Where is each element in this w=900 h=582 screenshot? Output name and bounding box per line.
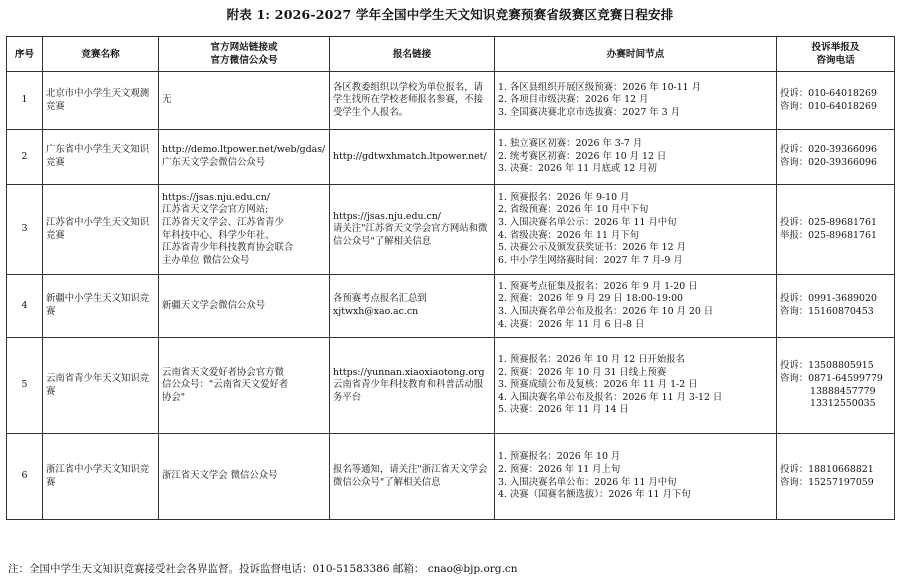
table-row: [7, 185, 895, 275]
contact-line: 咨询：15257197059: [780, 476, 874, 488]
table-header-row: [7, 37, 895, 72]
schedule-line: 4. 入围决赛名单公布及报名：2026 年 11 月 3-12 日: [498, 391, 723, 403]
contact-phones: [777, 185, 895, 275]
contact-line: 投诉：020-39366096: [780, 144, 877, 156]
site-line: 广东天文学会微信公众号: [162, 157, 266, 168]
contact-phones: [777, 130, 895, 185]
header-signup: 报名链接: [330, 37, 495, 72]
schedule-line: 4. 省级决赛：2026 年 11 月下旬: [498, 229, 640, 241]
schedule-line: 1. 预赛报名：2026 年 9-10 月: [498, 191, 630, 203]
schedule-line: 3. 预赛成绩公布及复核：2026 年 11 月 1-2 日: [498, 379, 698, 391]
row-num: 5: [7, 338, 43, 434]
schedule-line: 4. 决赛（国赛名额选拔）：2026 年 11 月下旬: [498, 489, 691, 501]
signup-link: 各区教委组织以学校为单位报名，请学生找所在学校老师报名参赛，不接受学生个人报名。: [330, 72, 495, 130]
contact-line: 咨询：010-64018269: [780, 100, 877, 112]
official-site: [159, 338, 330, 434]
row-num: 2: [7, 130, 43, 185]
header-contact-line: 咨询电话: [816, 55, 855, 66]
site-line: 新疆天文学会微信公众号: [162, 299, 266, 311]
contact-line: 投诉：18810668821: [780, 463, 874, 475]
header-contact-line: 投诉举报及: [811, 42, 860, 53]
contact-line: 13312550035: [810, 398, 876, 410]
signup-link: http://gdtwxhmatch.ltpower.net/: [330, 130, 495, 185]
header-site: [159, 37, 330, 72]
schedule-line: 1. 预赛报名：2026 年 10 月 12 日开始报名: [498, 354, 686, 366]
schedule-line: 1. 独立赛区初赛：2026 年 3-7 月: [498, 138, 643, 150]
official-site: [159, 275, 330, 338]
contact-line: 咨询：15160870453: [780, 306, 874, 317]
contact-line: 投诉：025-89681761: [780, 216, 877, 228]
site-line: 云南省天文爱好者协会官方微: [162, 366, 284, 378]
schedule-line: 1. 各区县组织开展区级预赛：2026 年 10-11 月: [498, 81, 702, 93]
site-line: 年科技中心、科学少年社、: [162, 229, 275, 241]
competition-name: 浙江省中小学天文知识竞赛: [43, 434, 159, 520]
header-num: 序号: [7, 37, 43, 72]
signup-link: 各预赛考点报名汇总到 xjtwxh@xao.ac.cn: [330, 275, 495, 338]
competition-name: 江苏省中小学生天文知识竞赛: [43, 185, 159, 275]
schedule-line: 3. 全国赛决赛北京市选拔赛：2027 年 3 月: [498, 106, 680, 118]
schedule-line: 1. 预赛考点征集及报名：2026 年 9 月 1-20 日: [498, 280, 698, 292]
header-site-line: 官方微信公众号: [210, 55, 278, 66]
schedule-line: 3. 入围决赛名单公布：2026 年 11 月中旬: [498, 476, 677, 488]
schedule-line: 5. 决赛：2026 年 11 月 14 日: [498, 404, 629, 416]
contact-phones: [777, 275, 895, 338]
page-title: 附表 1: 2026-2027 学年全国中学生天文知识竞赛预赛省级赛区竞赛日程安排: [226, 7, 674, 22]
row-num: 3: [7, 185, 43, 275]
contact-line: 投诉：0991-3689020: [780, 293, 877, 305]
table-row: [7, 338, 895, 434]
site-line: http://demo.ltpower.net/web/gdas/: [162, 144, 326, 156]
schedule-line: 3. 决赛：2026 年 11 月底或 12 月初: [498, 163, 657, 175]
header-site-line: 官方网站链接或: [210, 42, 278, 53]
schedule-nodes: [495, 72, 777, 130]
schedule-nodes: [495, 185, 777, 275]
schedule-line: 4. 决赛：2026 年 11 月 6 日-8 日: [498, 318, 645, 330]
contact-line: 投诉：13508805915: [780, 360, 874, 372]
footer-note: 注：全国中学生天文知识竞赛接受社会各界监督。投诉监督电话：010-51583386 邮箱： cnao@bjp.org.cn: [8, 563, 518, 575]
site-line: 江苏省天文学会、江苏省青少: [162, 216, 284, 228]
official-site: [159, 72, 330, 130]
contact-line: 咨询：0871-64599779: [780, 372, 883, 384]
schedule-nodes: [495, 434, 777, 520]
contact-phones: [777, 338, 895, 434]
contact-line: 投诉：010-64018269: [780, 87, 877, 99]
official-site: [159, 130, 330, 185]
schedule-line: 5. 决赛公示及颁发获奖证书：2026 年 12 月: [498, 242, 686, 254]
schedule-line: 2. 各项目市级决赛：2026 年 12 月: [498, 94, 649, 106]
schedule-nodes: [495, 130, 777, 185]
schedule-line: 2. 预赛：2026 年 11 月上旬: [498, 463, 621, 475]
site-line: 江苏省青少年科技教育协会联合: [162, 242, 294, 254]
signup-link: https://yunnan.xiaoxiaotong.org 云南省青少年科技教育和科普活动服务平台: [330, 338, 495, 434]
contact-line: 举报：025-89681761: [780, 229, 877, 241]
official-site: [159, 434, 330, 520]
header-name: 竞赛名称: [43, 37, 159, 72]
table-row: [7, 130, 895, 185]
schedule-line: 6. 中小学生网络赛时间：2027 年 7 月-9 月: [498, 254, 683, 266]
signup-link: https://jsas.nju.edu.cn/ 请关注"江苏省天文学会官方网站和微信公众号"了解相关信息: [330, 185, 495, 275]
contact-phones: [777, 72, 895, 130]
header-contact: [777, 37, 895, 72]
schedule-table: [6, 36, 895, 520]
site-line: https://jsas.nju.edu.cn/: [162, 191, 270, 203]
site-line: 信公众号："云南省天文爱好者: [162, 379, 289, 391]
site-line: 浙江省天文学会 微信公众号: [162, 470, 278, 482]
schedule-line: 2. 预赛：2026 年 9 月 29 日 18:00-19:00: [498, 293, 684, 305]
header-schedule: 办赛时间节点: [495, 37, 777, 72]
schedule-line: 2. 统考赛区初赛：2026 年 10 月 12 日: [498, 150, 667, 162]
site-line: 主办单位 微信公众号: [162, 254, 250, 266]
contact-phones: [777, 434, 895, 520]
contact-line: 咨询：020-39366096: [780, 157, 877, 168]
competition-name: 新疆中小学生天文知识竞赛: [43, 275, 159, 338]
table-row: [7, 72, 895, 130]
table-row: [7, 275, 895, 338]
schedule-line: 2. 预赛：2026 年 10 月 31 日线上预赛: [498, 366, 667, 378]
competition-name: 广东省中小学生天文知识竞赛: [43, 130, 159, 185]
schedule-line: 2. 省级预赛：2026 年 10 月中下旬: [498, 204, 649, 216]
schedule-line: 3. 入围决赛名单公布及报名：2026 年 10 月 20 日: [498, 306, 714, 317]
contact-line: 13888457779: [810, 385, 876, 397]
schedule-nodes: [495, 338, 777, 434]
row-num: 6: [7, 434, 43, 520]
row-num: 4: [7, 275, 43, 338]
table-row: [7, 434, 895, 520]
schedule-line: 1. 预赛报名：2026 年 10 月: [498, 451, 621, 463]
site-line: 无: [162, 94, 172, 106]
competition-name: 云南省青少年天文知识竞赛: [43, 338, 159, 434]
site-line: 江苏省天文学会官方网站;: [162, 204, 269, 216]
schedule-line: 3. 入围决赛名单公示：2026 年 11 月中旬: [498, 216, 677, 228]
competition-name: 北京市中小学生天文观测竞赛: [43, 72, 159, 130]
row-num: 1: [7, 72, 43, 130]
schedule-nodes: [495, 275, 777, 338]
signup-link: 报名等通知，请关注"浙江省天文学会微信公众号"了解相关信息: [330, 434, 495, 520]
official-site: [159, 185, 330, 275]
site-line: 协会": [162, 391, 186, 403]
